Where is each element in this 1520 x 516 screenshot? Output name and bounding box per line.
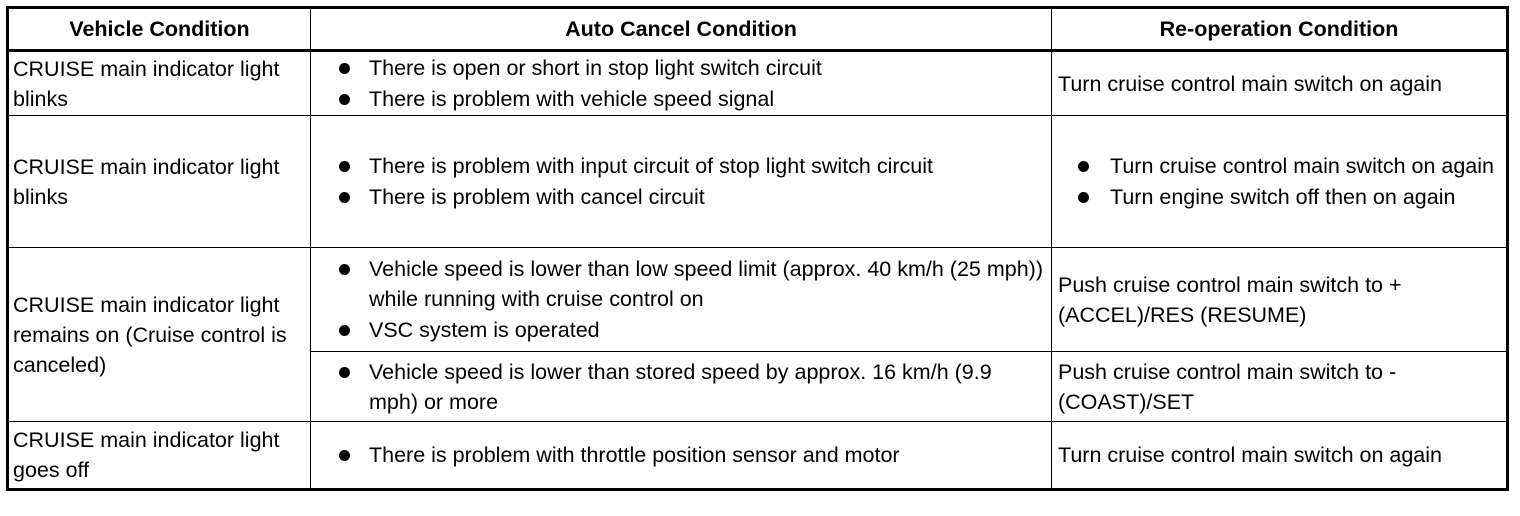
vehicle-condition-cell: CRUISE main indicator light remains on (Cruise control is canceled) — [8, 248, 311, 422]
table-row — [8, 51, 1508, 116]
auto-cancel-cell — [311, 248, 1052, 352]
cruise-cancel-table — [6, 6, 1509, 491]
reoperation-cell: Turn cruise control main switch on again — [1052, 51, 1508, 116]
auto-cancel-list — [317, 440, 1045, 470]
header-auto-cancel-condition: Auto Cancel Condition — [311, 8, 1052, 51]
list-item: Turn cruise control main switch on again — [1058, 151, 1500, 181]
auto-cancel-list — [317, 53, 1045, 114]
vehicle-condition-cell: CRUISE main indicator light goes off — [8, 422, 311, 490]
reoperation-cell: Turn cruise control main switch on again — [1052, 422, 1508, 490]
auto-cancel-list — [317, 357, 1045, 417]
auto-cancel-cell — [311, 116, 1052, 248]
table-header-row — [8, 8, 1508, 51]
list-item: There is open or short in stop light switch circuit — [317, 53, 1045, 83]
reoperation-cell — [1052, 116, 1508, 248]
list-item: There is problem with throttle position sensor and motor — [317, 440, 1045, 470]
auto-cancel-cell — [311, 422, 1052, 490]
table-row — [8, 116, 1508, 248]
list-item: There is problem with vehicle speed signal — [317, 84, 1045, 114]
reoperation-list — [1058, 151, 1500, 212]
header-vehicle-condition: Vehicle Condition — [8, 8, 311, 51]
list-item: Vehicle speed is lower than low speed limit (approx. 40 km/h (25 mph)) while running with cruise control on — [317, 254, 1045, 314]
list-item: There is problem with cancel circuit — [317, 182, 1045, 212]
list-item: Turn engine switch off then on again — [1058, 182, 1500, 212]
auto-cancel-cell — [311, 51, 1052, 116]
reoperation-cell: Push cruise control main switch to + (ACCEL)/RES (RESUME) — [1052, 248, 1508, 352]
list-item: Vehicle speed is lower than stored speed by approx. 16 km/h (9.9 mph) or more — [317, 357, 1045, 417]
table-row — [8, 422, 1508, 490]
list-item: VSC system is operated — [317, 315, 1045, 345]
vehicle-condition-cell: CRUISE main indicator light blinks — [8, 51, 311, 116]
auto-cancel-list — [317, 254, 1045, 345]
auto-cancel-list — [317, 151, 1045, 212]
cruise-cancel-table-wrapper — [6, 6, 1509, 491]
auto-cancel-cell — [311, 352, 1052, 422]
vehicle-condition-cell: CRUISE main indicator light blinks — [8, 116, 311, 248]
header-reoperation-condition: Re-operation Condition — [1052, 8, 1508, 51]
list-item: There is problem with input circuit of stop light switch circuit — [317, 151, 1045, 181]
reoperation-cell: Push cruise control main switch to - (COAST)/SET — [1052, 352, 1508, 422]
table-row — [8, 248, 1508, 352]
